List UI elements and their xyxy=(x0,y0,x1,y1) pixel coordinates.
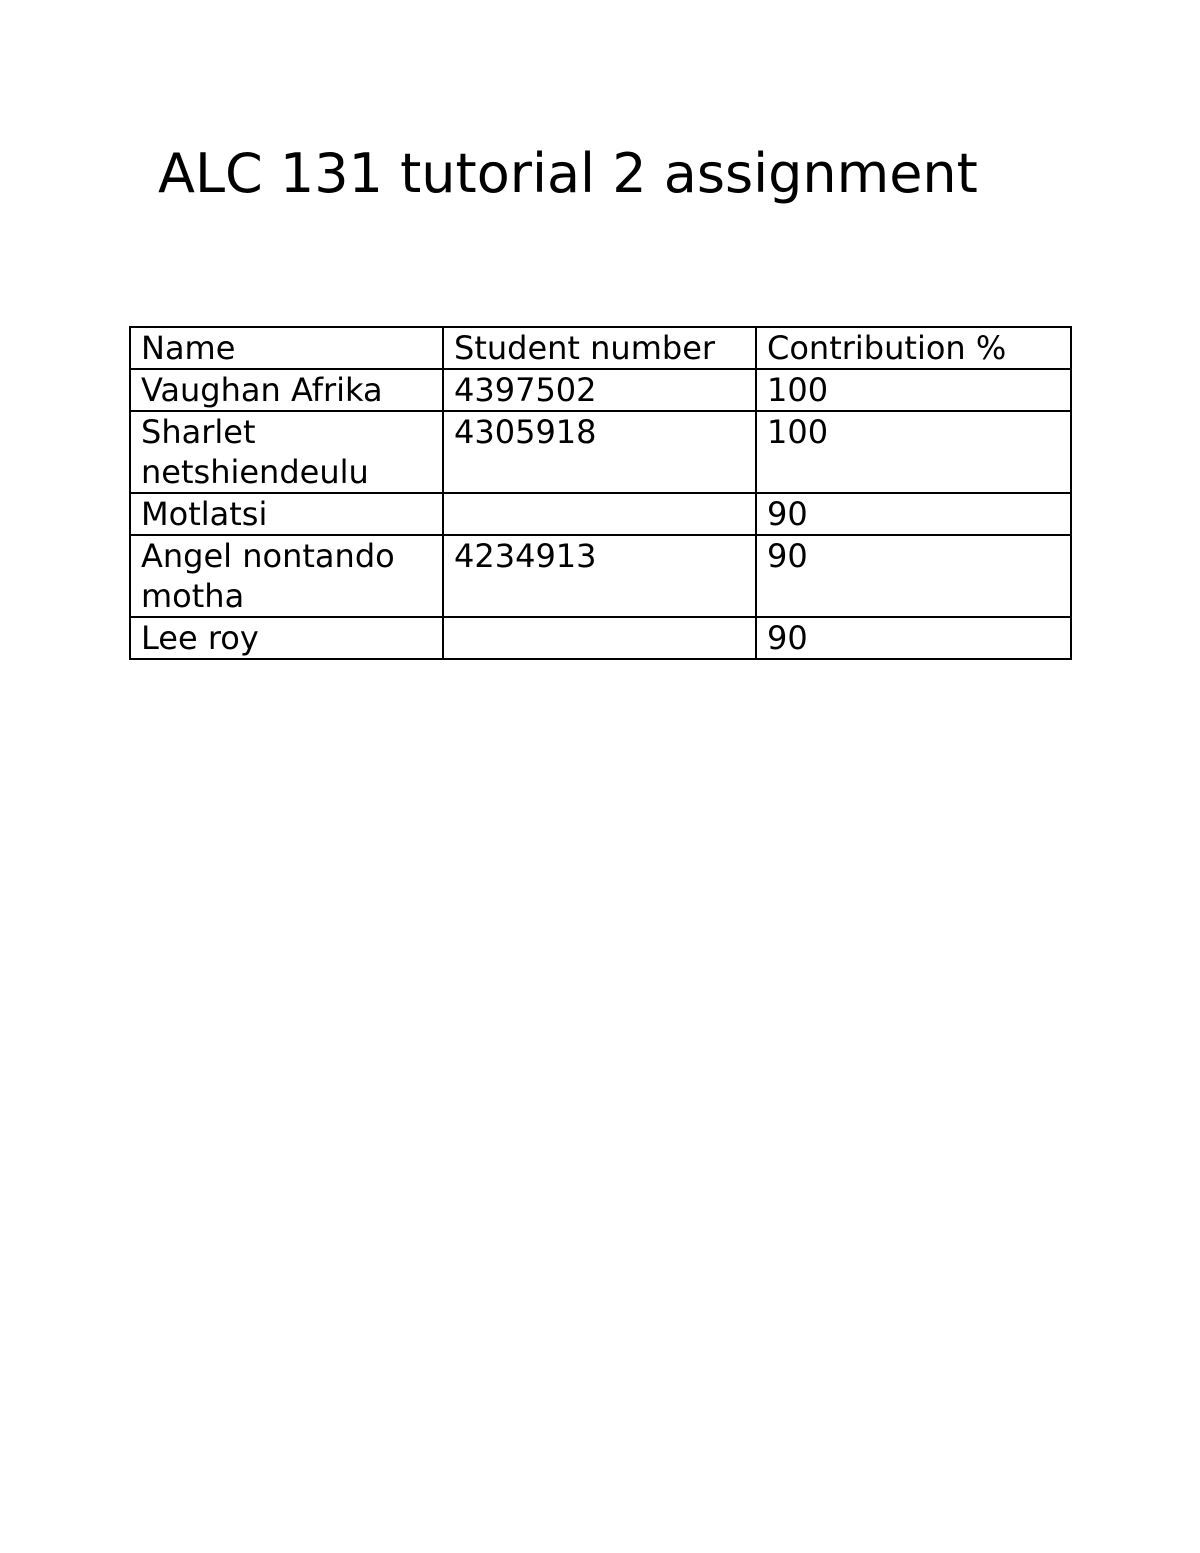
cell-contribution: 90 xyxy=(756,493,1071,535)
header-name: Name xyxy=(130,327,443,369)
header-student-number: Student number xyxy=(443,327,756,369)
contribution-table xyxy=(129,326,1072,660)
table-header-row xyxy=(130,327,1071,369)
table-row xyxy=(130,369,1071,411)
page-title: ALC 131 tutorial 2 assignment xyxy=(158,142,978,205)
cell-student-number: 4234913 xyxy=(443,535,756,617)
cell-name: Angel nontando motha xyxy=(130,535,443,617)
cell-student-number: 4397502 xyxy=(443,369,756,411)
cell-student-number xyxy=(443,493,756,535)
cell-contribution: 90 xyxy=(756,617,1071,659)
cell-name: Sharlet netshiendeulu xyxy=(130,411,443,493)
cell-name: Motlatsi xyxy=(130,493,443,535)
table-row xyxy=(130,493,1071,535)
table-row xyxy=(130,617,1071,659)
cell-name: Lee roy xyxy=(130,617,443,659)
header-contribution: Contribution % xyxy=(756,327,1071,369)
table-row xyxy=(130,535,1071,617)
cell-student-number xyxy=(443,617,756,659)
cell-contribution: 100 xyxy=(756,369,1071,411)
cell-name: Vaughan Afrika xyxy=(130,369,443,411)
cell-contribution: 100 xyxy=(756,411,1071,493)
table-row xyxy=(130,411,1071,493)
cell-student-number: 4305918 xyxy=(443,411,756,493)
cell-contribution: 90 xyxy=(756,535,1071,617)
